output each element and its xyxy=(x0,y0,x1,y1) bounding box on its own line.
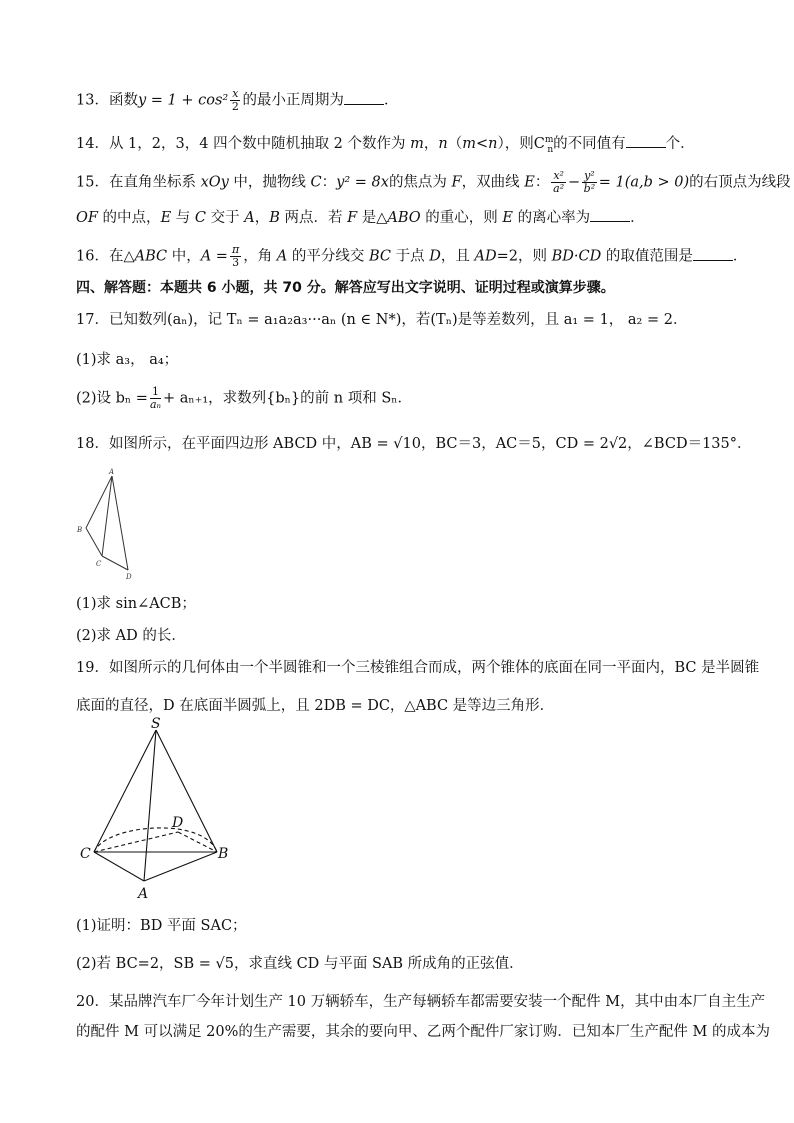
problem-20-stem-1: 20．某品牌汽车厂今年计划生产 10 万辆轿车，生产每辆轿车都需要安装一个配件 M，其中由本厂自主生产 xyxy=(76,994,766,1010)
edge-sb xyxy=(156,730,217,852)
label-c: C xyxy=(96,560,102,568)
problem-17-q2: (2)设 bₙ = $\frac{1}{\text{aₙ}}$ + aₙ₊₁，求数列{bₙ}的前 n 项和 Sₙ． xyxy=(76,385,413,411)
combination-symbol: $C^m_n$ xyxy=(533,135,554,155)
fraction: $\frac{x}{2}$ xyxy=(231,87,239,113)
label-b: B xyxy=(218,846,229,862)
segment-ac xyxy=(102,476,112,556)
section-heading: 四、解答题：本题共 6 小题，共 70 分。解答应写出文字说明、证明过程或演算步骤。 xyxy=(76,280,615,296)
segment-ad xyxy=(112,476,128,570)
segment-bc xyxy=(86,528,102,556)
semicircle-arc xyxy=(94,828,217,852)
edge-db xyxy=(178,832,217,852)
edge-cd xyxy=(94,832,178,852)
label-d: D xyxy=(126,573,132,581)
problem-18-q2: (2)求 AD 的长． xyxy=(76,628,186,644)
edge-ca xyxy=(94,852,144,881)
problem-19-q2: (2)若 BC=2，SB = √5，求直线 CD 与平面 SAB 所成角的正弦值． xyxy=(76,956,524,972)
problem-18-q1: (1)求 sin∠ACB； xyxy=(76,596,196,612)
problem-18-stem: 18．如图所示，在平面四边形 ABCD 中，AB = √10，BC＝3，AC＝5，CD = 2√2，∠BCD＝135°． xyxy=(76,436,752,452)
segment-cd xyxy=(102,556,128,570)
answer-blank[interactable] xyxy=(693,260,733,261)
label-b: B xyxy=(77,526,83,534)
answer-blank[interactable] xyxy=(590,221,630,222)
formula: y = 1 + cos² xyxy=(137,92,229,109)
problem-19-stem-2: 底面的直径，D 在底面半圆弧上，且 2DB = DC，△ABC 是等边三角形． xyxy=(76,698,555,714)
label-a: A xyxy=(109,468,115,476)
problem-17-q1: (1)求 a₃， a₄； xyxy=(76,352,179,368)
cone-pyramid-figure xyxy=(76,716,246,910)
problem-19-stem-1: 19．如图所示的几何体由一个半圆锥和一个三棱锥组合而成，两个锥体的底面在同一平面内，BC 是半圆锥 xyxy=(76,660,760,676)
label-c: C xyxy=(80,846,91,862)
problem-15-line-1: 15．在直角坐标系 xOy 中，抛物线 C：y² = 8x的焦点为 F，双曲线 E： $\frac{\text{x²}}{\text{a²}}$ − $\frac{\text{y²}}{\text{b²}}$ = 1(a,b > 0)的右顶点为线段 xyxy=(76,169,791,195)
edge-sc xyxy=(94,730,156,852)
answer-blank[interactable] xyxy=(626,147,666,148)
quadrilateral-figure xyxy=(74,466,144,584)
problem-13: 13．函数y = 1 + cos² $\frac{x}{2}$ 的最小正周期为 ． xyxy=(76,87,399,113)
answer-blank[interactable] xyxy=(344,104,384,105)
problem-19-q1: (1)证明：BD 平面 SAC； xyxy=(76,918,247,934)
label-s: S xyxy=(151,716,161,732)
label-a: A xyxy=(138,886,149,902)
edge-ba xyxy=(144,852,217,881)
label-d: D xyxy=(172,815,184,831)
problem-15-line-2: OF 的中点，E 与 C 交于 A，B 两点．若 F 是△ABO 的重心，则 E 的离心率为 ． xyxy=(76,210,645,226)
problem-16: 16．在△ABC 中，A = $\frac{\pi}{3}$ ，角 A 的平分线交 BC 于点 D，且 AD=2，则 BD·CD 的取值范围是 ． xyxy=(76,243,748,269)
problem-17-stem: 17．已知数列(aₙ)，记 Tₙ = a₁a₂a₃···aₙ (n ∈ N*)，若(Tₙ)是等差数列，且 a₁ = 1， a₂ = 2． xyxy=(76,312,688,328)
problem-14: 14．从 1，2，3，4 四个数中随机抽取 2 个数作为 m，n（m<n），则$C^m_n$的不同值有 个． xyxy=(76,135,695,155)
edge-sa xyxy=(144,730,156,881)
problem-20-stem-2: 的配件 M 可以满足 20%的生产需要，其余的要向甲、乙两个配件厂家订购．已知本厂生产配件 M 的成本为 xyxy=(76,1024,770,1040)
segment-ab xyxy=(86,476,112,528)
